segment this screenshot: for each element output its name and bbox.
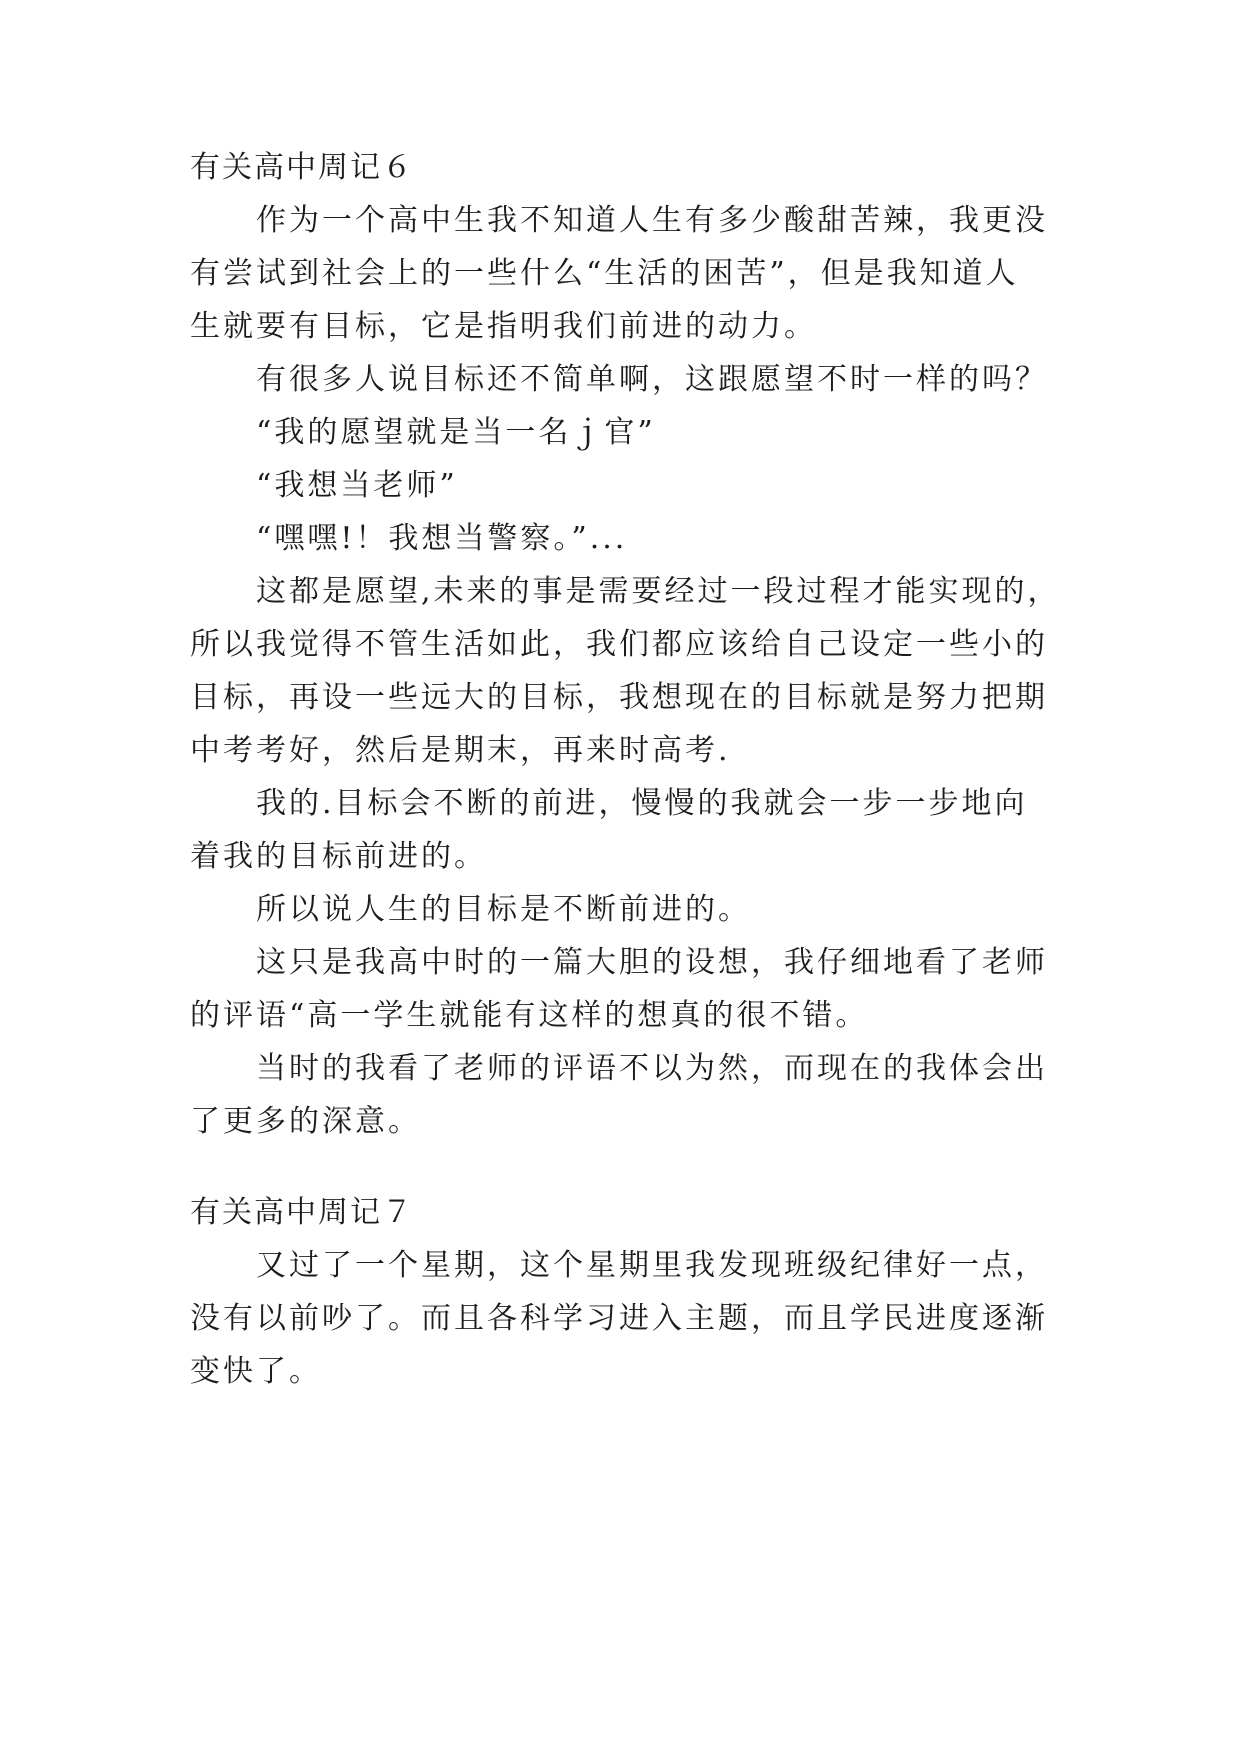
paragraph-line: 了更多的深意。	[190, 1104, 421, 1139]
paragraph-line: 这只是我高中时的一篇大胆的设想，我仔细地看了老师	[256, 945, 1048, 980]
paragraph-line: 当时的我看了老师的评语不以为然，而现在的我体会出	[256, 1051, 1048, 1086]
paragraph-line: 变快了。	[190, 1354, 322, 1389]
paragraph-line: 所以我觉得不管生活如此，我们都应该给自己设定一些小的	[190, 627, 1048, 662]
paragraph-line: 这都是愿望,未来的事是需要经过一段过程才能实现的，	[256, 574, 1061, 609]
section-title: 有关高中周记６	[190, 150, 414, 185]
paragraph-line: 作为一个高中生我不知道人生有多少酸甜苦辣，我更没	[256, 203, 1048, 238]
paragraph-line: 有尝试到社会上的一些什么“生活的困苦”，但是我知道人	[190, 256, 1019, 291]
paragraph-line: 又过了一个星期，这个星期里我发现班级纪律好一点，	[256, 1248, 1048, 1283]
paragraph-line: “我的愿望就是当一名ｊ官”	[256, 415, 656, 450]
paragraph-line: 没有以前吵了。而且各科学习进入主题，而且学民进度逐渐	[190, 1301, 1048, 1336]
section-title: 有关高中周记７	[190, 1195, 414, 1230]
paragraph-line: “嘿嘿!！我想当警察。”...	[256, 521, 628, 556]
paragraph-line: 目标，再设一些远大的目标，我想现在的目标就是努力把期	[190, 680, 1048, 715]
paragraph-line: 我的.目标会不断的前进，慢慢的我就会一步一步地向	[256, 786, 1028, 821]
paragraph-line: 中考考好，然后是期末，再来时高考.	[190, 733, 731, 768]
paragraph-line: 生就要有目标，它是指明我们前进的动力。	[190, 309, 817, 344]
paragraph-line: “我想当老师”	[256, 468, 458, 503]
paragraph-line: 着我的目标前进的。	[190, 839, 487, 874]
paragraph-line: 有很多人说目标还不简单啊，这跟愿望不时一样的吗？	[256, 362, 1048, 397]
paragraph-line: 所以说人生的目标是不断前进的。	[256, 892, 751, 927]
paragraph-line: 的评语“高一学生就能有这样的想真的很不错。	[190, 998, 869, 1033]
